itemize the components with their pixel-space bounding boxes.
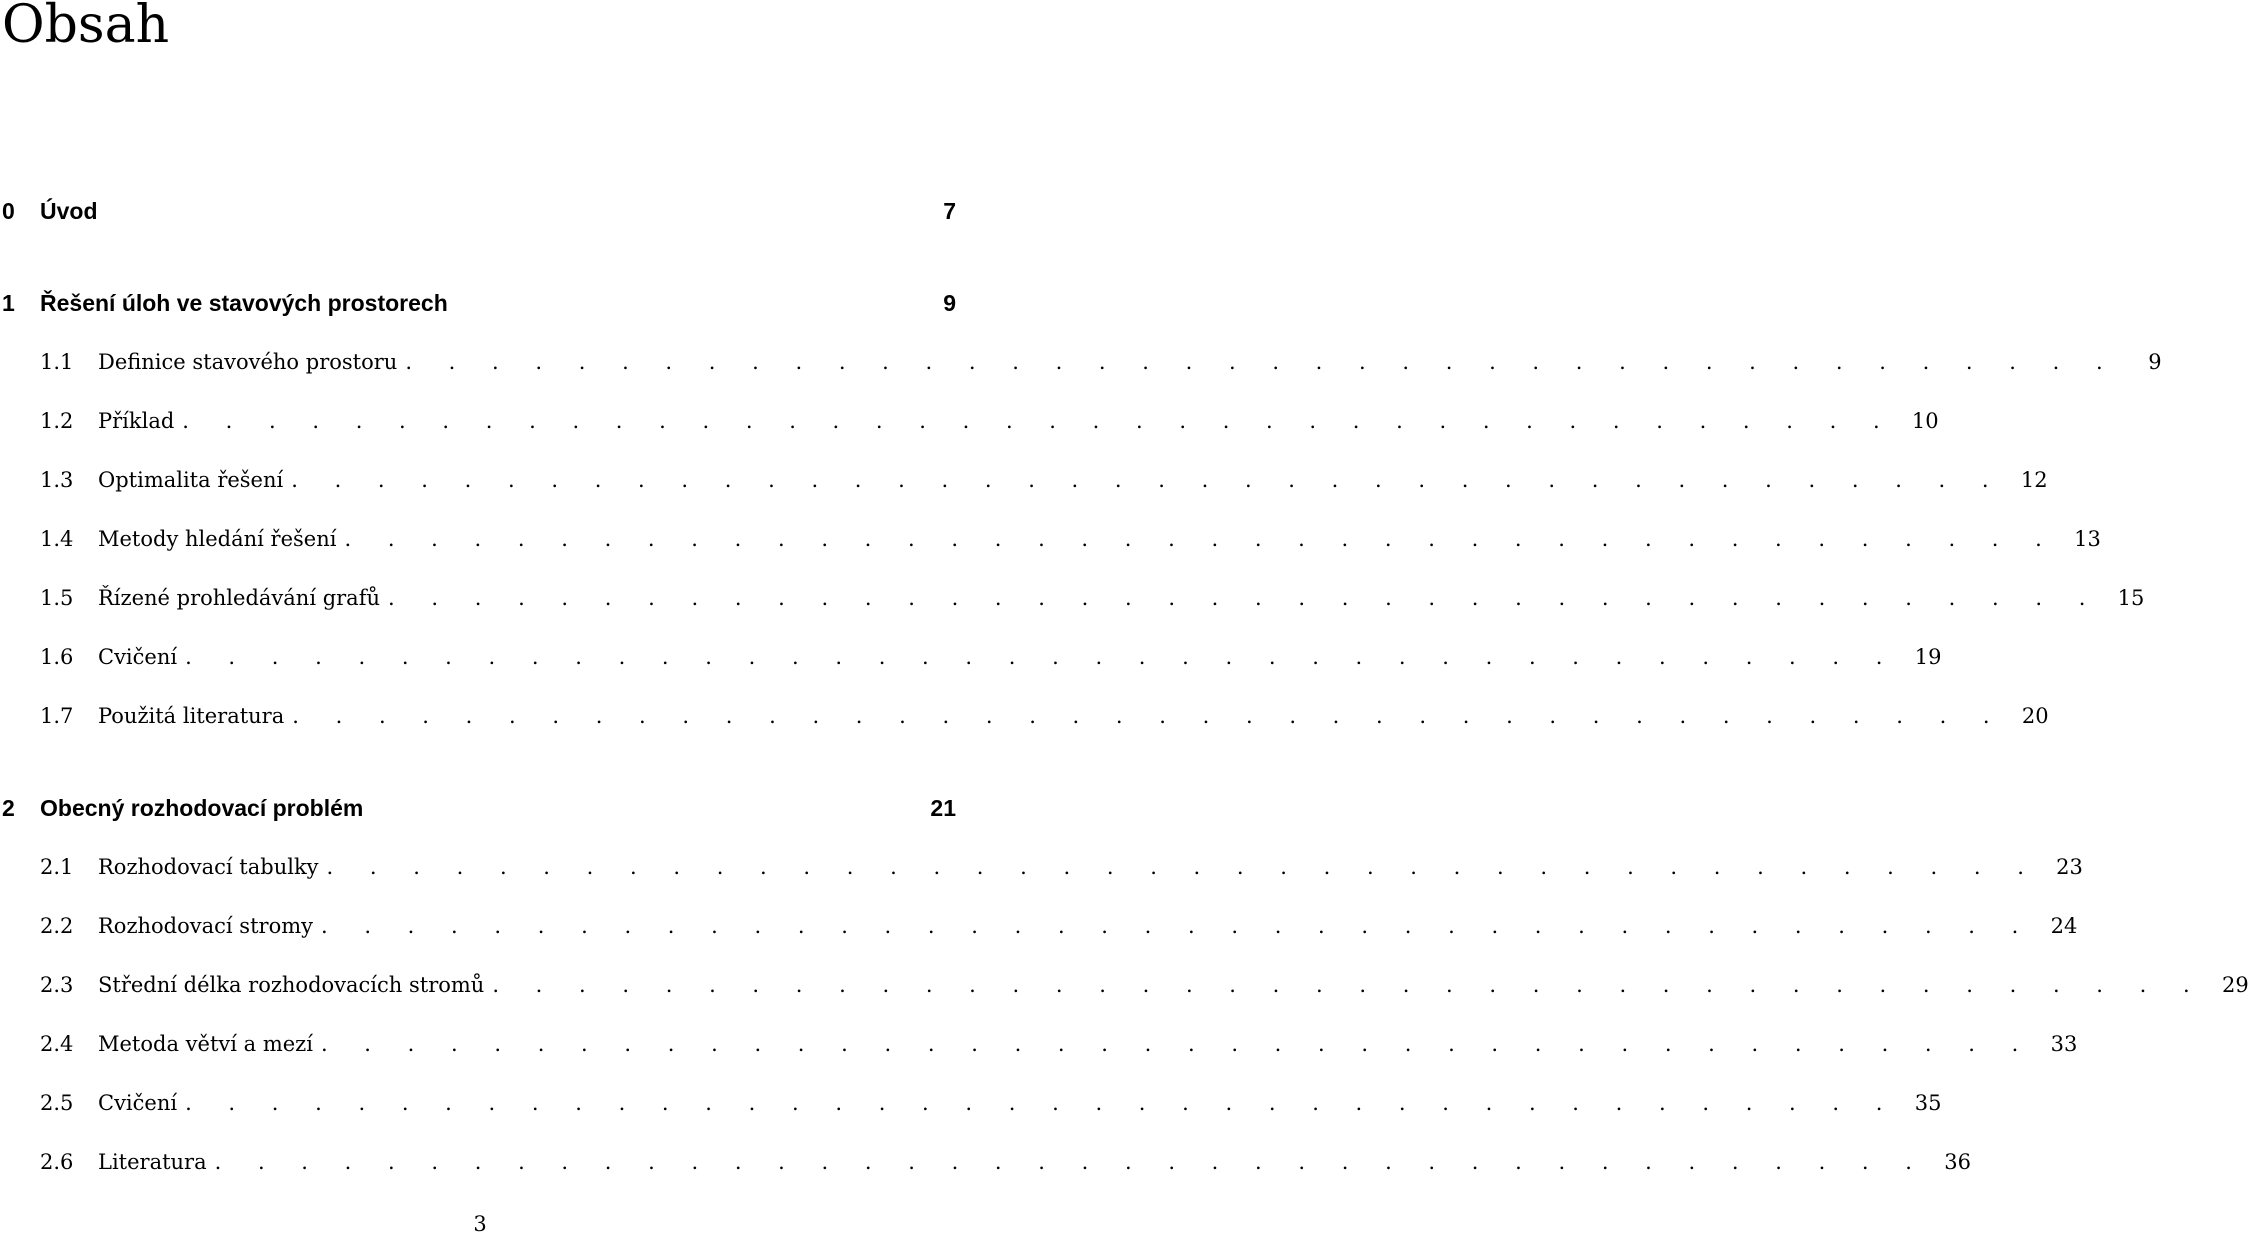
- section-number: 2.5: [40, 1091, 74, 1115]
- dot-leader: . . . . . . . . . . . . . . . . . . . . . . . . . . . . . . . . . . . . . . . .: [185, 1091, 1898, 1115]
- toc-section[interactable]: [0, 696, 2049, 736]
- toc-section[interactable]: [0, 342, 2162, 382]
- section-page: 20: [2021, 704, 2049, 728]
- section-number: 2.4: [40, 1032, 74, 1056]
- section-number: 1.3: [40, 468, 74, 492]
- section-page: 19: [1914, 645, 1942, 669]
- section-title: Cvičení: [98, 1091, 178, 1115]
- chapter-number: 2: [2, 794, 15, 821]
- toc-section[interactable]: [0, 1142, 1971, 1182]
- section-title: Použitá literatura: [98, 704, 285, 728]
- section-title: Příklad: [98, 409, 175, 433]
- section-page: 12: [2020, 468, 2048, 492]
- dot-leader: . . . . . . . . . . . . . . . . . . . . . . . . . . . . . . . . . . . . . . . .: [320, 1032, 2034, 1056]
- dot-leader: . . . . . . . . . . . . . . . . . . . . . . . . . . . . . . . . . . . . . . . .: [214, 1150, 1927, 1174]
- section-page: 23: [2056, 855, 2083, 879]
- toc-section[interactable]: [0, 637, 1942, 677]
- section-page: 29: [2221, 973, 2249, 997]
- toc-section[interactable]: [0, 519, 2101, 559]
- toc-section[interactable]: [0, 906, 2078, 946]
- page-number: 3: [473, 1212, 487, 1236]
- chapter-page: 7: [943, 197, 956, 224]
- section-page: 13: [2074, 527, 2101, 551]
- toc-chapter[interactable]: [0, 788, 958, 828]
- dot-leader: . . . . . . . . . . . . . . . . . . . . . . . . . . . . . . . . . . . . . . . .: [291, 468, 2004, 492]
- section-page: 35: [1914, 1091, 1942, 1115]
- chapter-page: 9: [943, 289, 956, 316]
- section-title: Střední délka rozhodovacích stromů: [98, 973, 485, 997]
- dot-leader: . . . . . . . . . . . . . . . . . . . . . . . . . . . . . . . . . . . . . . . .: [185, 645, 1898, 669]
- section-number: 1.1: [40, 350, 74, 374]
- toc-section[interactable]: [0, 460, 2048, 500]
- section-title: Řízené prohledávání grafů: [98, 586, 381, 610]
- section-title: Cvičení: [98, 645, 178, 669]
- section-title: Metody hledání řešení: [98, 527, 337, 551]
- dot-leader: . . . . . . . . . . . . . . . . . . . . . . . . . . . . . . . . . . . . . . . .: [388, 586, 2101, 610]
- chapter-number: 1: [2, 289, 15, 316]
- section-number: 1.6: [40, 645, 74, 669]
- toc-section[interactable]: [0, 965, 2249, 1005]
- section-number: 1.2: [40, 409, 74, 433]
- section-number: 1.7: [40, 704, 74, 728]
- section-title: Rozhodovací tabulky: [98, 855, 319, 879]
- section-page: 10: [1911, 409, 1939, 433]
- chapter-title: Úvod: [40, 197, 98, 224]
- section-number: 1.4: [40, 527, 74, 551]
- toc-chapter[interactable]: [0, 283, 958, 323]
- dot-leader: . . . . . . . . . . . . . . . . . . . . . . . . . . . . . . . . . . . . . . . .: [344, 527, 2057, 551]
- toc-chapter[interactable]: [0, 191, 958, 231]
- chapter-title: Řešení úloh ve stavových prostorech: [40, 289, 448, 316]
- toc-section[interactable]: [0, 1083, 1942, 1123]
- section-title: Literatura: [98, 1150, 207, 1174]
- section-page: 24: [2050, 914, 2078, 938]
- chapter-page: 21: [930, 794, 956, 821]
- dot-leader: . . . . . . . . . . . . . . . . . . . . . . . . . . . . . . . . . . . . . . . .: [492, 973, 2205, 997]
- chapter-title: Obecný rozhodovací problém: [40, 794, 364, 821]
- section-title: Metoda větví a mezí: [98, 1032, 313, 1056]
- section-number: 2.2: [40, 914, 74, 938]
- dot-leader: . . . . . . . . . . . . . . . . . . . . . . . . . . . . . . . . . . . . . . . .: [326, 855, 2039, 879]
- dot-leader: . . . . . . . . . . . . . . . . . . . . . . . . . . . . . . . . . . . . . . . .: [405, 350, 2118, 374]
- section-number: 2.1: [40, 855, 74, 879]
- section-title: Optimalita řešení: [98, 468, 284, 492]
- section-title: Rozhodovací stromy: [98, 914, 313, 938]
- toc-section[interactable]: [0, 578, 2145, 618]
- section-number: 1.5: [40, 586, 74, 610]
- section-number: 2.6: [40, 1150, 74, 1174]
- toc-section[interactable]: [0, 847, 2083, 887]
- page-title: Obsah: [2, 0, 170, 55]
- section-number: 2.3: [40, 973, 74, 997]
- dot-leader: . . . . . . . . . . . . . . . . . . . . . . . . . . . . . . . . . . . . . . . .: [320, 914, 2034, 938]
- section-page: 36: [1944, 1150, 1971, 1174]
- section-page: 9: [2148, 350, 2162, 374]
- dot-leader: . . . . . . . . . . . . . . . . . . . . . . . . . . . . . . . . . . . . . . . .: [292, 704, 2005, 728]
- section-title: Definice stavového prostoru: [98, 350, 398, 374]
- toc-section[interactable]: [0, 401, 1939, 441]
- section-page: 15: [2117, 586, 2145, 610]
- chapter-number: 0: [2, 197, 15, 224]
- section-page: 33: [2050, 1032, 2078, 1056]
- dot-leader: . . . . . . . . . . . . . . . . . . . . . . . . . . . . . . . . . . . . . . . .: [182, 409, 1895, 433]
- toc-section[interactable]: [0, 1024, 2078, 1064]
